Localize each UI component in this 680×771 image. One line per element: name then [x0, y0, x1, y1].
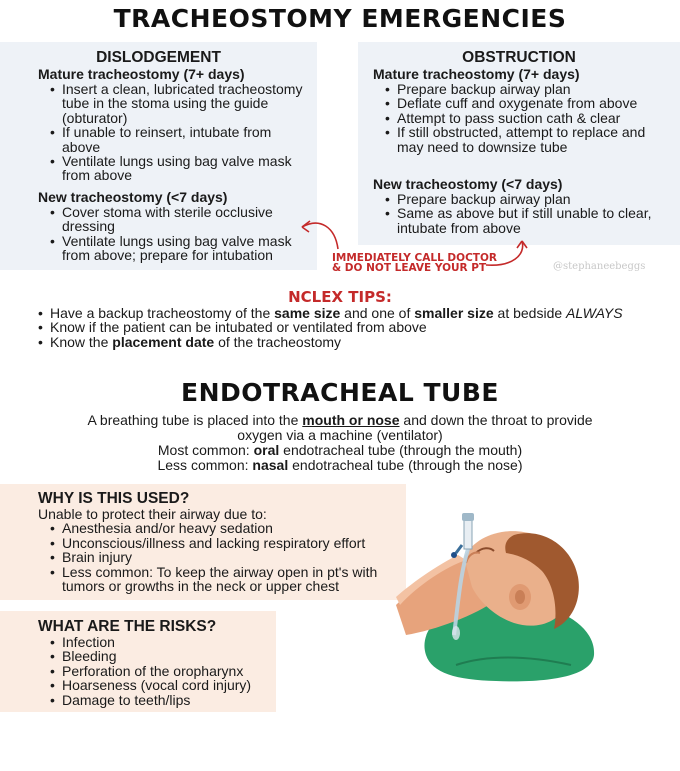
desc-emphasis: mouth or nose	[302, 412, 400, 428]
tip-text: at bedside	[493, 305, 567, 321]
ett-desc-line	[0, 413, 680, 428]
obstruction-new-heading: New tracheostomy (<7 days)	[373, 176, 563, 192]
list-item: • Ventilate lungs using bag valve mask from above	[38, 154, 308, 183]
list-item: • Damage to teeth/lips	[38, 693, 273, 707]
tip-emphasis: smaller size	[414, 305, 494, 321]
desc-text: endotracheal tube (through the mouth)	[279, 442, 523, 458]
page-title: TRACHEOSTOMY EMERGENCIES	[113, 4, 567, 33]
ett-description	[0, 413, 680, 473]
desc-text: A breathing tube is placed into the	[87, 412, 303, 428]
alert-line-2: & DO NOT LEAVE YOUR PT	[332, 262, 487, 274]
list-item	[38, 335, 658, 349]
dislodgement-panel	[0, 42, 317, 270]
list-item: • If still obstructed, attempt to replace and may need to downsize tube	[373, 125, 673, 154]
dislodgement-new-heading: New tracheostomy (<7 days)	[38, 189, 228, 205]
list-item: • Same as above but if still unable to clear, intubate from above	[373, 206, 673, 235]
risks-panel	[0, 611, 276, 712]
why-list	[38, 521, 400, 593]
desc-text: Less common:	[157, 457, 253, 473]
why-intro: Unable to protect their airway due to:	[38, 506, 267, 522]
desc-text: and down the throat to provide	[399, 412, 593, 428]
alert-callout	[332, 253, 497, 273]
list-item: • Perforation of the oropharynx	[38, 664, 273, 678]
nclex-title: NCLEX TIPS:	[288, 288, 392, 306]
tip-text: of the tracheostomy	[214, 333, 342, 350]
tip-text: and one of	[340, 305, 415, 321]
ett-desc-line	[0, 443, 680, 458]
desc-text: endotracheal tube (through the nose)	[288, 457, 523, 473]
dislodgement-mature-list	[38, 82, 308, 183]
list-item: • Cover stoma with sterile occlusive dressing	[38, 205, 308, 234]
dislodgement-mature-section	[38, 67, 308, 183]
desc-emphasis: oral	[253, 442, 280, 458]
list-item: • Less common: To keep the airway open in pt's with tumors or growths in the neck or upper chest	[38, 565, 400, 594]
risks-heading: WHAT ARE THE RISKS?	[38, 618, 217, 635]
dislodgement-mature-heading: Mature tracheostomy (7+ days)	[38, 66, 245, 82]
obstruction-heading: OBSTRUCTION	[462, 49, 576, 66]
list-item	[38, 306, 658, 320]
list-item: • Prepare backup airway plan	[373, 82, 673, 96]
list-item: • Insert a clean, lubricated tracheostomy tube in the stoma using the guide (obturator)	[38, 82, 308, 125]
why-heading: WHY IS THIS USED?	[38, 490, 190, 507]
list-item: • Hoarseness (vocal cord injury)	[38, 678, 273, 692]
dislodgement-new-list	[38, 205, 308, 263]
desc-emphasis: nasal	[252, 457, 289, 473]
ett-desc-line	[0, 458, 680, 473]
list-item: • Bleeding	[38, 649, 273, 663]
list-item: • Prepare backup airway plan	[373, 192, 673, 206]
watermark: @stephaneebeggs	[553, 261, 646, 272]
intubated-patient-illustration	[396, 505, 606, 685]
why-content	[38, 490, 400, 593]
list-item: • Know if the patient can be intubated or ventilated from above	[38, 320, 658, 334]
obstruction-mature-section	[373, 67, 673, 154]
desc-text: Most common:	[157, 442, 254, 458]
tip-emphasis: same size	[274, 305, 341, 321]
ett-title: ENDOTRACHEAL TUBE	[181, 378, 499, 407]
tip-emphasis: ALWAYS	[566, 305, 623, 321]
obstruction-mature-heading: Mature tracheostomy (7+ days)	[373, 66, 580, 82]
why-used-panel	[0, 484, 406, 600]
list-item: • Attempt to pass suction cath & clear	[373, 111, 673, 125]
list-item: • If unable to reinsert, intubate from above	[38, 125, 308, 154]
obstruction-mature-list	[373, 82, 673, 154]
alert-line-1: IMMEDIATELY CALL DOCTOR	[332, 252, 497, 264]
list-item: • Anesthesia and/or heavy sedation	[38, 521, 400, 535]
risks-content	[38, 618, 273, 707]
risks-list	[38, 635, 273, 707]
tip-text: Know the	[50, 333, 113, 350]
arrow-left-icon	[302, 223, 338, 249]
dislodgement-new-section	[38, 190, 308, 263]
dislodgement-heading: DISLODGEMENT	[96, 49, 221, 66]
list-item: • Brain injury	[38, 550, 400, 564]
tip-emphasis: placement date	[112, 333, 215, 350]
tip-text: Have a backup tracheostomy of the	[50, 305, 275, 321]
list-item: • Infection	[38, 635, 273, 649]
list-item: • Deflate cuff and oxygenate from above	[373, 96, 673, 110]
ett-desc-line: oxygen via a machine (ventilator)	[237, 427, 443, 443]
nclex-tips-list	[38, 306, 658, 349]
list-item: • Ventilate lungs using bag valve mask from above; prepare for intubation	[38, 234, 308, 263]
list-item: • Unconscious/illness and lacking respiratory effort	[38, 536, 400, 550]
